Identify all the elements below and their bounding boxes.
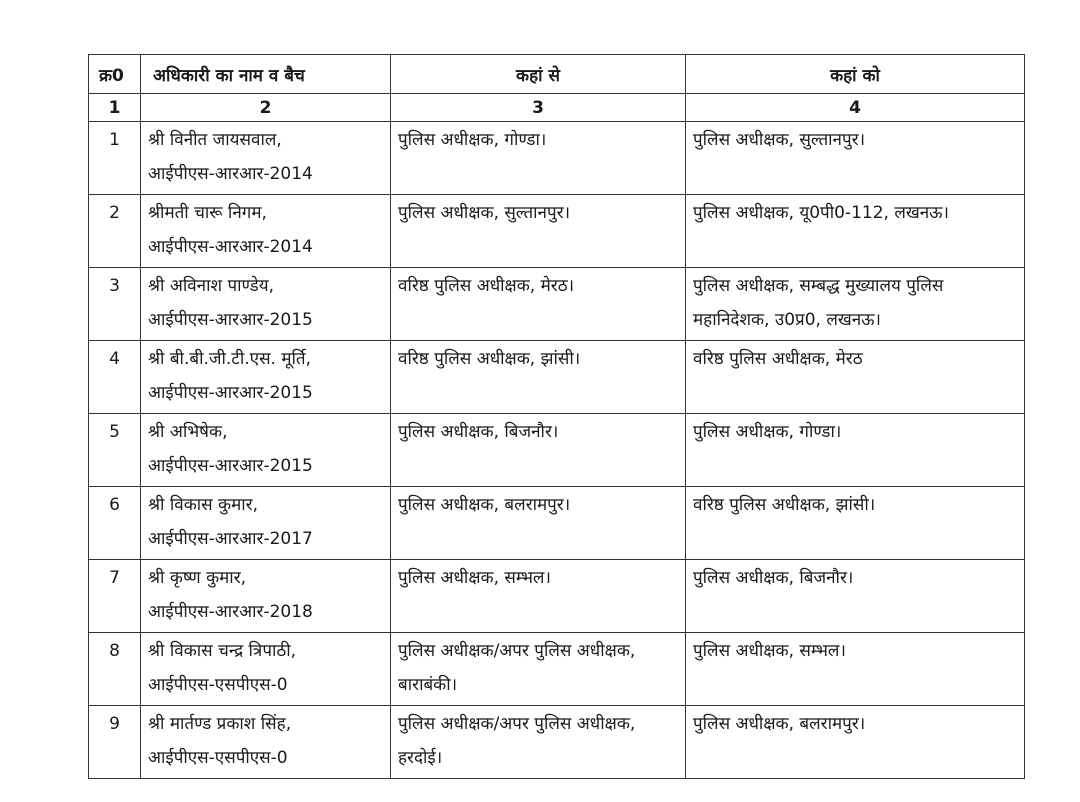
transferred-from-cell [391,633,686,706]
transferred-to-cell [686,414,1025,487]
column-number: 3 [391,94,686,122]
officer-name-line: आईपीएस-आरआर-2015 [148,310,313,330]
officer-name-cell [141,414,391,487]
transferred-to-line: वरिष्ठ पुलिस अधीक्षक, मेरठ [693,349,863,369]
officer-name-line: श्री विकास कुमार, [148,495,259,515]
table-row [89,633,1025,706]
transferred-to-cell [686,560,1025,633]
officer-name-line: श्री अविनाश पाण्डेय, [148,276,274,296]
serial-number-cell: 4 [89,341,141,414]
header-officer-name-batch: अधिकारी का नाम व बैच [141,55,391,94]
officer-name-line: आईपीएस-आरआर-2015 [148,383,313,403]
transferred-to-line: महानिदेशक, उ0प्र0, लखनऊ। [693,310,881,330]
officer-name-cell [141,341,391,414]
column-number: 4 [686,94,1025,122]
officer-name-line: श्री अभिषेक, [148,422,228,442]
transferred-from-line: पुलिस अधीक्षक, बलरामपुर। [398,495,571,515]
transferred-to-cell [686,341,1025,414]
transferred-to-line: वरिष्ठ पुलिस अधीक्षक, झांसी। [693,495,876,515]
transferred-to-line: पुलिस अधीक्षक, यू0पी0-112, लखनऊ। [693,203,949,223]
transferred-from-cell [391,560,686,633]
officer-name-line: आईपीएस-एसपीएस-0 [148,748,288,768]
table-row [89,487,1025,560]
transferred-from-cell [391,195,686,268]
transferred-to-line: पुलिस अधीक्षक, गोण्डा। [693,422,842,442]
transferred-to-cell [686,487,1025,560]
transferred-to-cell [686,195,1025,268]
serial-number-cell: 9 [89,706,141,779]
officer-name-line: आईपीएस-आरआर-2018 [148,602,313,622]
table-row [89,560,1025,633]
transferred-to-cell [686,706,1025,779]
officer-name-cell [141,268,391,341]
transfer-table [88,54,1025,779]
header-transferred-from: कहां से [391,55,686,94]
column-number: 2 [141,94,391,122]
table-row [89,414,1025,487]
officer-name-cell [141,706,391,779]
header-row [89,55,1025,94]
officer-name-cell [141,560,391,633]
table-row [89,268,1025,341]
transferred-from-line: वरिष्ठ पुलिस अधीक्षक, मेरठ। [398,276,575,296]
table-header [89,55,1025,122]
transferred-from-line: वरिष्ठ पुलिस अधीक्षक, झांसी। [398,349,581,369]
officer-name-line: आईपीएस-आरआर-2017 [148,529,313,549]
transferred-to-line: पुलिस अधीक्षक, सम्बद्ध मुख्यालय पुलिस [693,276,944,296]
officer-name-line: श्री बी.बी.जी.टी.एस. मूर्ति, [148,349,312,369]
transferred-from-cell [391,706,686,779]
serial-number-cell: 7 [89,560,141,633]
table-row [89,341,1025,414]
transferred-from-line: हरदोई। [398,748,443,768]
serial-number-cell: 6 [89,487,141,560]
officer-name-line: आईपीएस-आरआर-2015 [148,456,313,476]
transferred-from-line: पुलिस अधीक्षक, सुल्तानपुर। [398,203,571,223]
transferred-to-cell [686,268,1025,341]
serial-number-cell: 1 [89,122,141,195]
table-row [89,706,1025,779]
column-number: 1 [89,94,141,122]
officer-name-line: आईपीएस-आरआर-2014 [148,164,313,184]
transferred-to-line: पुलिस अधीक्षक, बलरामपुर। [693,714,866,734]
officer-name-line: श्री मार्तण्ड प्रकाश सिंह, [148,714,292,734]
transferred-to-line: पुलिस अधीक्षक, सुल्तानपुर। [693,130,866,150]
serial-number-cell: 8 [89,633,141,706]
header-serial-number: क्र0 [89,55,141,94]
officer-name-line: श्री विनीत जायसवाल, [148,130,282,150]
transferred-from-cell [391,341,686,414]
officer-name-cell [141,487,391,560]
transferred-from-line: पुलिस अधीक्षक, सम्भल। [398,568,551,588]
officer-name-cell [141,633,391,706]
serial-number-cell: 3 [89,268,141,341]
officer-name-cell [141,122,391,195]
officer-name-line: श्री कृष्ण कुमार, [148,568,247,588]
serial-number-cell: 5 [89,414,141,487]
transferred-from-cell [391,268,686,341]
officer-name-cell [141,195,391,268]
transferred-to-line: पुलिस अधीक्षक, सम्भल। [693,641,846,661]
table-body [89,122,1025,779]
serial-number-cell: 2 [89,195,141,268]
officer-name-line: श्रीमती चारू निगम, [148,203,267,223]
transferred-to-cell [686,633,1025,706]
transferred-from-line: पुलिस अधीक्षक, गोण्डा। [398,130,547,150]
transferred-from-cell [391,414,686,487]
table-row [89,195,1025,268]
officer-name-line: श्री विकास चन्द्र त्रिपाठी, [148,641,297,661]
transferred-from-line: पुलिस अधीक्षक, बिजनौर। [398,422,559,442]
officer-name-line: आईपीएस-आरआर-2014 [148,237,313,257]
transferred-from-line: बाराबंकी। [398,675,458,695]
transferred-from-line: पुलिस अधीक्षक/अपर पुलिस अधीक्षक, [398,641,636,661]
column-number-row [89,94,1025,122]
transferred-to-line: पुलिस अधीक्षक, बिजनौर। [693,568,854,588]
table-row [89,122,1025,195]
header-transferred-to: कहां को [686,55,1025,94]
transferred-from-line: पुलिस अधीक्षक/अपर पुलिस अधीक्षक, [398,714,636,734]
officer-name-line: आईपीएस-एसपीएस-0 [148,675,288,695]
transferred-to-cell [686,122,1025,195]
transferred-from-cell [391,122,686,195]
transferred-from-cell [391,487,686,560]
